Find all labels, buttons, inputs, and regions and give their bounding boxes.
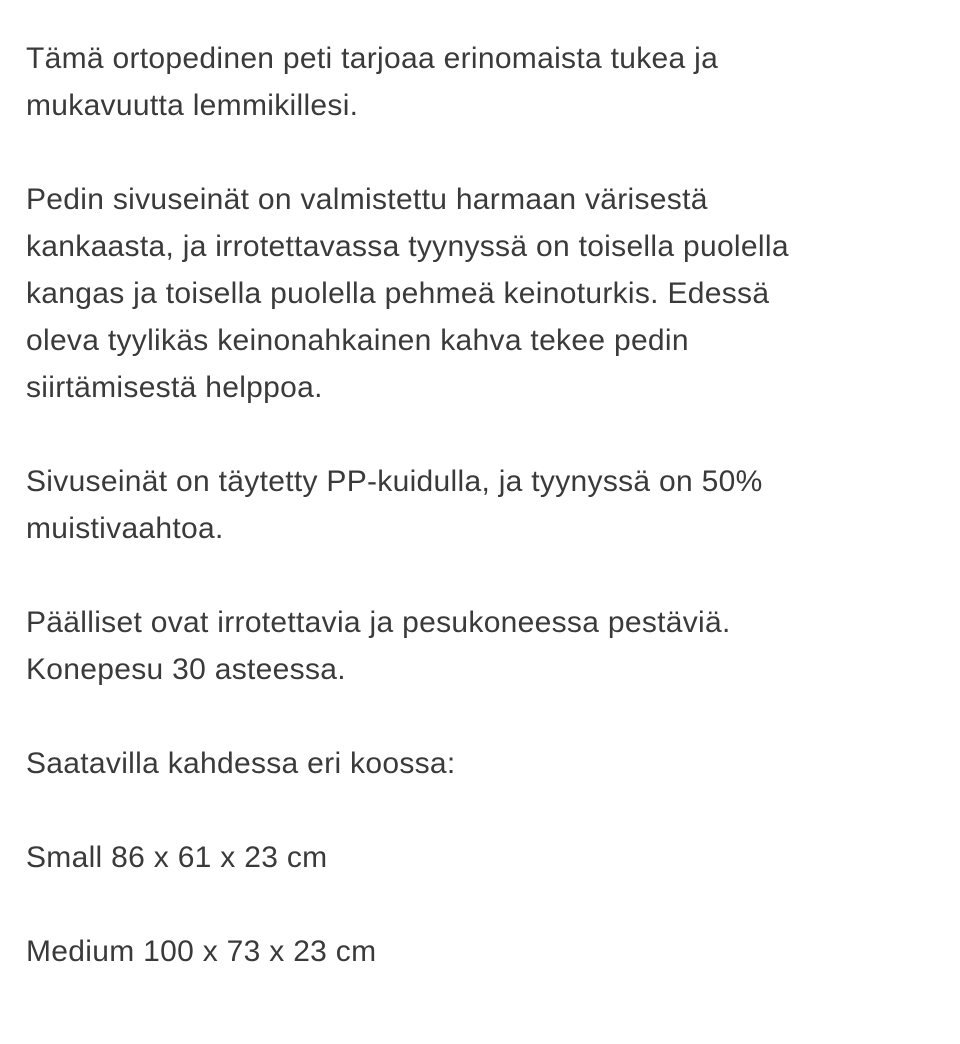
care-paragraph: [26, 599, 960, 693]
text-line: Pedin sivuseinät on valmistettu harmaan värisestä: [26, 183, 708, 216]
intro-paragraph: [26, 35, 960, 129]
text-line: muistivaahtoa.: [26, 512, 224, 545]
text-line: mukavuutta lemmikillesi.: [26, 89, 359, 122]
sizes-heading: [26, 740, 960, 787]
text-line: Medium 100 x 73 x 23 cm: [26, 935, 377, 968]
text-line: kangas ja toisella puolella pehmeä keinoturkis. Edessä: [26, 277, 770, 310]
materials-paragraph: [26, 176, 960, 411]
filling-paragraph: [26, 458, 960, 552]
text-line: siirtämisestä helppoa.: [26, 371, 323, 404]
size-small: [26, 834, 960, 881]
text-line: Saatavilla kahdessa eri koossa:: [26, 747, 456, 780]
text-line: Päälliset ovat irrotettavia ja pesukoneessa pestäviä.: [26, 606, 731, 639]
size-medium: [26, 928, 960, 975]
text-line: Small 86 x 61 x 23 cm: [26, 841, 328, 874]
text-line: oleva tyylikäs keinonahkainen kahva tekee pedin: [26, 324, 689, 357]
text-line: Konepesu 30 asteessa.: [26, 653, 346, 686]
text-line: kankaasta, ja irrotettavassa tyynyssä on toisella puolella: [26, 230, 789, 263]
text-line: Tämä ortopedinen peti tarjoaa erinomaista tukea ja: [26, 42, 719, 75]
text-line: Sivuseinät on täytetty PP-kuidulla, ja tyynyssä on 50%: [26, 465, 763, 498]
